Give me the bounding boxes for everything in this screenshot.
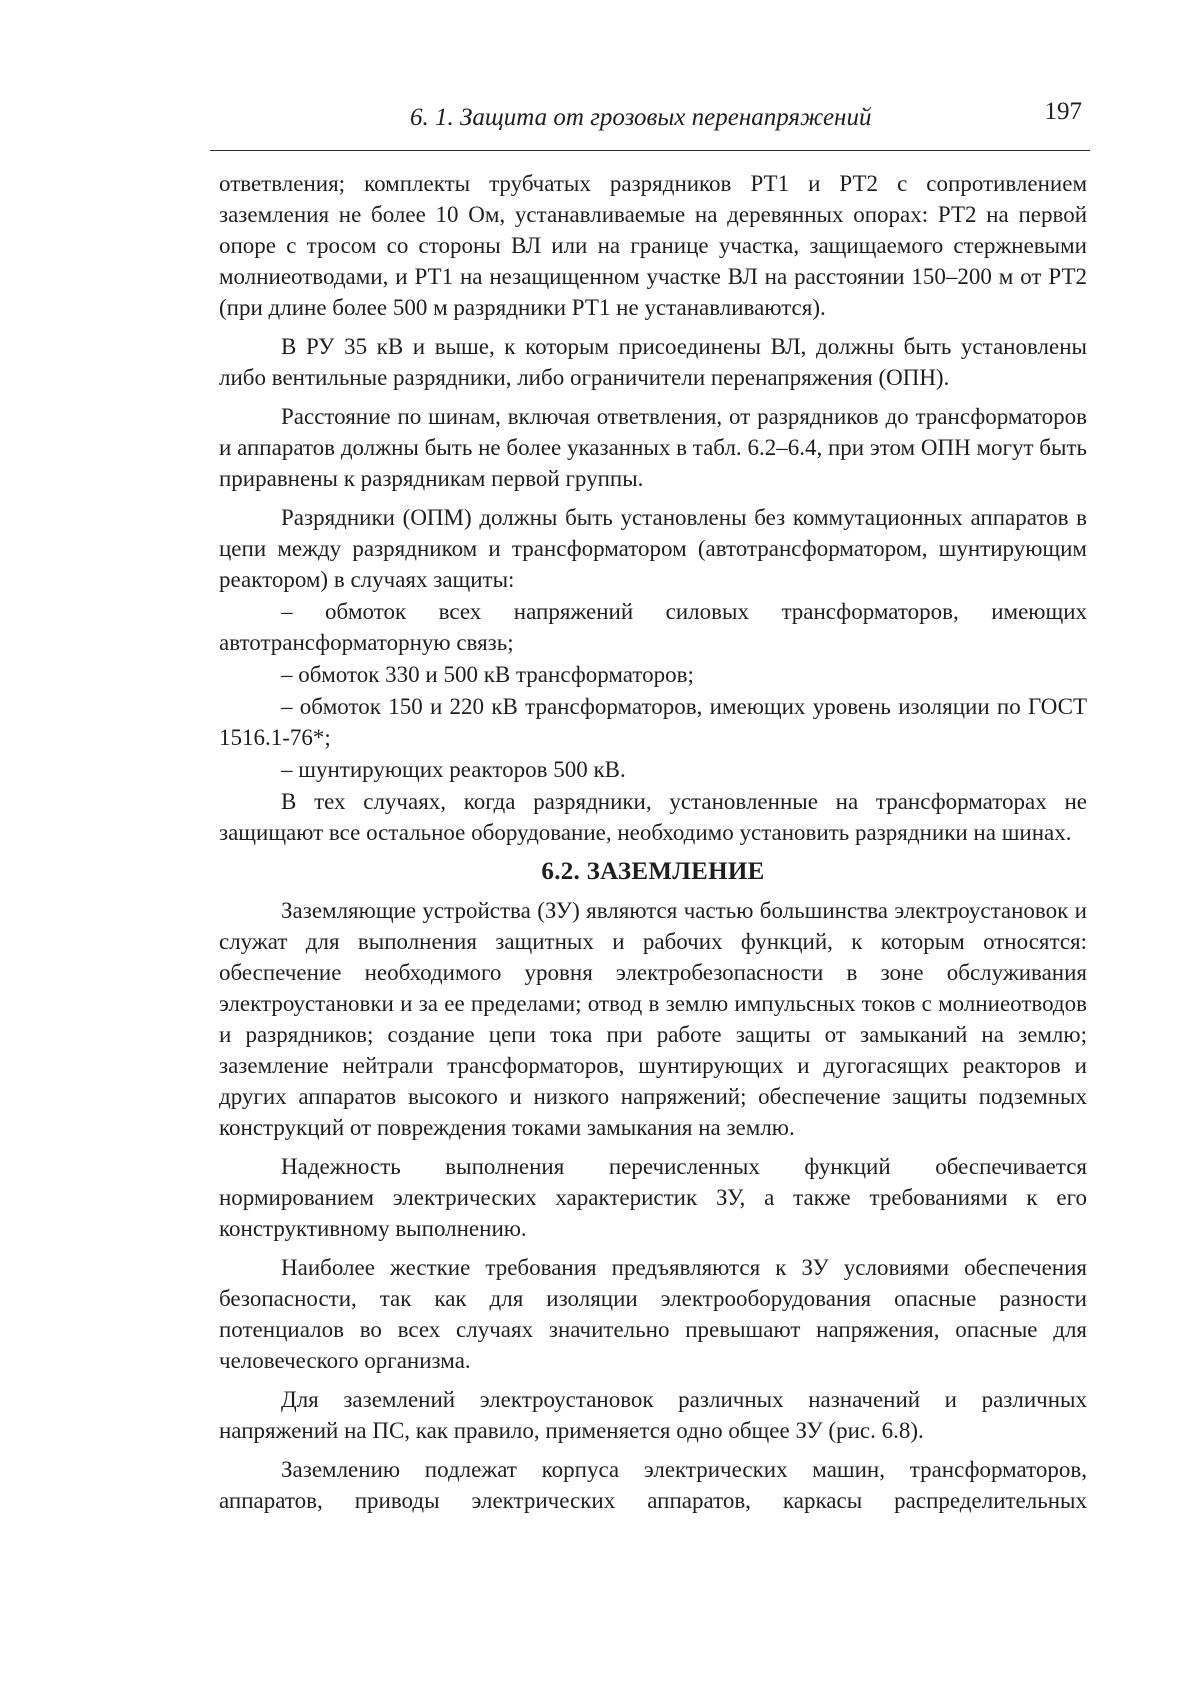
paragraph: ответвления; комплекты трубчатых разрядников РТ1 и РТ2 с сопротивлением заземления не более 10 Ом, устанавливаемые на деревянных опорах: РТ2 на первой опоре с тросом со стороны ВЛ или на границе участка, защищаемого стержневыми молниеотводами, и РТ1 на незащищенном участке ВЛ на расстоянии 150–200 м от РТ2 (при длине более 500 м разрядники РТ1 не устанавливаются). xyxy=(219,171,1087,320)
page-header xyxy=(210,98,1090,151)
list-item: – обмоток 330 и 500 кВ трансформаторов; xyxy=(281,662,694,687)
running-head: 6. 1. Защита от грозовых перенапряжений xyxy=(410,104,872,131)
paragraph: Надежность выполнения перечисленных функций обеспечивается нормированием электрических характеристик ЗУ, а также требованиями к его конструктивному выполнению. xyxy=(219,1154,1087,1241)
body-text xyxy=(219,168,1087,1524)
list-item: – обмоток всех напряжений силовых трансформаторов, имеющих автотрансформаторную связь; xyxy=(219,599,1087,655)
paragraph: Заземлению подлежат корпуса электрических машин, трансформаторов, аппаратов, приводы электрических аппаратов, каркасы распределительных xyxy=(219,1457,1087,1513)
paragraph: Заземляющие устройства (ЗУ) являются частью большинства электроустановок и служат для выполнения защитных и рабочих функций, к которым относятся: обеспечение необходимого уровня электробезопасности в зоне обслуживания электроустановки и за ее пределами; отвод в землю импульсных токов с молниеотводов и разрядников; создание цепи тока при работе защиты от замыканий на землю; заземление нейтрали трансформаторов, шунтирующих и дугогасящих реакторов и других аппаратов высокого и низкого напряжений; обеспечение защиты подземных конструкций от повреждения токами замыкания на землю. xyxy=(219,898,1087,1140)
paragraph: Для заземлений электроустановок различных назначений и различных напряжений на ПС, как правило, применяется одно общее ЗУ (рис. 6.8). xyxy=(219,1387,1087,1443)
list-item: – шунтирующих реакторов 500 кВ. xyxy=(281,757,626,782)
paragraph: Наиболее жесткие требования предъявляются к ЗУ условиями обеспечения безопасности, так как для изоляции электрооборудования опасные разности потенциалов во всех случаях значительно превышают напряжения, опасные для человеческого организма. xyxy=(219,1255,1087,1373)
paragraph: Разрядники (ОПМ) должны быть установлены без коммутационных аппаратов в цепи между разрядником и трансформатором (автотрансформатором, шунтирующим реактором) в случаях защиты: xyxy=(219,505,1087,592)
paragraph: В РУ 35 кВ и выше, к которым присоединены ВЛ, должны быть установлены либо вентильные разрядники, либо ограничители перенапряжения (ОПН). xyxy=(219,334,1087,390)
page-number: 197 xyxy=(1044,98,1082,125)
section-heading: 6.2. ЗАЗЕМЛЕНИЕ xyxy=(541,858,765,885)
paragraph: Расстояние по шинам, включая ответвления, от разрядников до трансформаторов и аппаратов должны быть не более указанных в табл. 6.2–6.4, при этом ОПН могут быть приравнены к разрядникам первой группы. xyxy=(219,404,1087,491)
list-item: – обмоток 150 и 220 кВ трансформаторов, имеющих уровень изоляции по ГОСТ 1516.1-76*; xyxy=(219,694,1087,750)
paragraph: В тех случаях, когда разрядники, установленные на трансформаторах не защищают все остальное оборудование, необходимо установить разрядники на шинах. xyxy=(219,789,1087,845)
